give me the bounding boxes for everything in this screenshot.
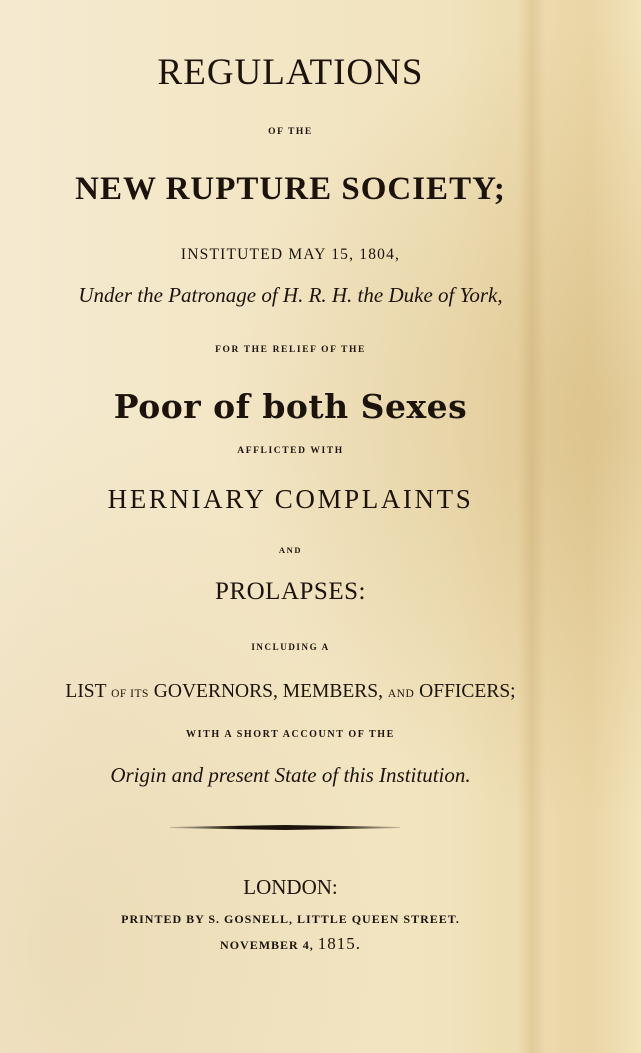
imprint-printer: PRINTED BY S. GOSNELL, LITTLE QUEEN STREET. (121, 912, 460, 926)
governors-members-words: GOVERNORS, MEMBERS, (153, 681, 383, 702)
imprint-month-day: NOVEMBER 4, (220, 938, 314, 952)
imprint-year: 1815. (317, 934, 361, 953)
of-the-line: OF THE (268, 127, 313, 137)
patronage-line: Under the Patronage of H. R. H. the Duke of York, (78, 283, 503, 307)
society-name: NEW RUPTURE SOCIETY; (75, 171, 506, 207)
afflicted-with-line: AFFLICTED WITH (237, 446, 344, 456)
officers-word: OFFICERS; (419, 681, 516, 702)
list-of-governors-line (0, 682, 581, 702)
and-line: AND (278, 545, 303, 555)
imprint-date (0, 935, 581, 952)
instituted-date: INSTITUTED MAY 15, 1804, (180, 246, 401, 263)
poor-of-both-sexes: Poor of both Sexes (113, 387, 468, 426)
heading-regulations: REGULATIONS (157, 52, 424, 93)
prolapses-heading: PROLAPSES: (215, 578, 366, 605)
list-word: LIST (65, 681, 107, 702)
origin-line: Origin and present State of this Institution. (110, 763, 471, 787)
for-the-relief-line: FOR THE RELIEF OF THE (215, 345, 366, 355)
herniary-complaints: HERNIARY COMPLAINTS (107, 484, 474, 514)
including-line: INCLUDING A (251, 642, 330, 652)
short-account-line: WITH A SHORT ACCOUNT OF THE (186, 729, 395, 740)
imprint-city: LONDON: (243, 875, 338, 899)
decorative-rule (170, 825, 400, 830)
of-its-word: OF ITS (111, 688, 149, 700)
and-word: AND (387, 688, 415, 700)
